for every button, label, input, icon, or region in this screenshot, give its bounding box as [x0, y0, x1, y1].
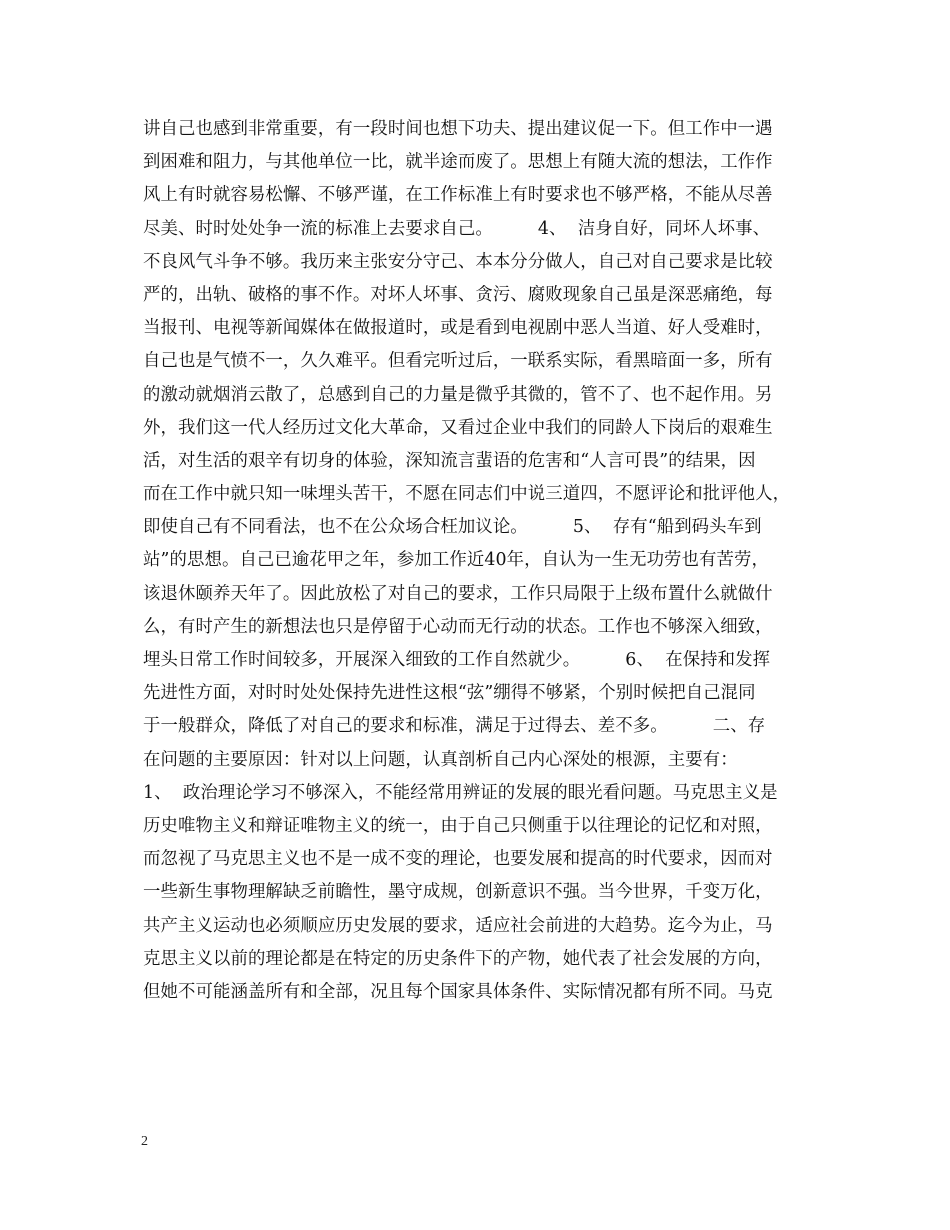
text-line: 站”的思想。自己已逾花甲之年，参加工作近40年，自认为一生无功劳也有苦劳， — [143, 550, 770, 571]
text-line: 埋头日常工作时间较多，开展深入细致的工作自然就少。 6、 在保持和发挥 — [143, 650, 771, 670]
text-line: 尽美、时时处处争一流的标准上去要求自己。 4、 洁身自好，同坏人坏事、 — [143, 218, 771, 239]
page-number: 2 — [141, 1134, 148, 1149]
text-line: 于一般群众，降低了对自己的要求和标准，满足于过得去、差不多。 二、存 — [143, 716, 766, 737]
text-line: 外，我们这一代人经历过文化大革命，又看过企业中我们的同龄人下岗后的艰难生 — [143, 417, 773, 438]
text-line: 1、 政治理论学习不够深入，不能经常用辨证的发展的眼光看问题。马克思主义是 — [143, 782, 778, 803]
text-line: 而在工作中就只知一味埋头苦干，不愿在同志们中说三道四，不愿评论和批评他人， — [143, 484, 791, 505]
text-line: 克思主义以前的理论都是在特定的历史条件下的产物，她代表了社会发展的方向， — [143, 948, 773, 969]
text-line: 但她不可能涵盖所有和全部，况且每个国家具体条件、实际情况都有所不同。马克 — [143, 981, 773, 1002]
text-line: 在问题的主要原因：针对以上问题，认真剖析自己内心深处的根源，主要有： — [143, 749, 738, 770]
text-line: 严的，出轨、破格的事不作。对坏人坏事、贪污、腐败现象自己虽是深恶痛绝，每 — [143, 284, 773, 305]
text-line: 风上有时就容易松懈、不够严谨，在工作标准上有时要求也不够严格，不能从尽善 — [143, 185, 773, 206]
text-line: 活，对生活的艰辛有切身的体验，深知流言蜚语的危害和“人言可畏”的结果，因 — [143, 450, 756, 471]
text-line: 而忽视了马克思主义也不是一成不变的理论，也要发展和提高的时代要求，因而对 — [143, 849, 773, 870]
text-line: 共产主义运动也必须顺应历史发展的要求，适应社会前进的大趋势。迄今为止，马 — [143, 915, 773, 936]
text-line: 先进性方面，对时时处处保持先进性这根“弦”绷得不够紧，个别时候把自己混同 — [143, 683, 756, 704]
body-text — [143, 113, 843, 1009]
text-line: 自己也是气愤不一，久久难平。但看完听过后，一联系实际，看黑暗面一多，所有 — [143, 351, 773, 372]
text-line: 一些新生事物理解缺乏前瞻性，墨守成规，创新意识不强。当今世界，千变万化， — [143, 882, 773, 903]
text-line: 到困难和阻力，与其他单位一比，就半途而废了。思想上有随大流的想法，工作作 — [143, 152, 773, 173]
text-line: 不良风气斗争不够。我历来主张安分守己、本本分分做人，自己对自己要求是比较 — [143, 251, 773, 272]
text-line: 么，有时产生的新想法也只是停留于心动而无行动的状态。工作也不够深入细致， — [143, 616, 773, 637]
text-line: 即使自己有不同看法，也不在公众场合枉加议论。 5、 存有“船到码头车到 — [143, 517, 762, 538]
text-line: 该退休颐养天年了。因此放松了对自己的要求，工作只局限于上级布置什么就做什 — [143, 583, 773, 604]
text-line: 讲自己也感到非常重要，有一段时间也想下功夫、提出建议促一下。但工作中一遇 — [143, 119, 773, 139]
text-line: 当报刊、电视等新闻媒体在做报道时，或是看到电视剧中恶人当道、好人受难时， — [143, 318, 773, 339]
text-line: 历史唯物主义和辩证唯物主义的统一，由于自己只侧重于以往理论的记忆和对照， — [143, 815, 773, 836]
text-line: 的激动就烟消云散了，总感到自己的力量是微乎其微的，管不了、也不起作用。另 — [143, 384, 773, 405]
